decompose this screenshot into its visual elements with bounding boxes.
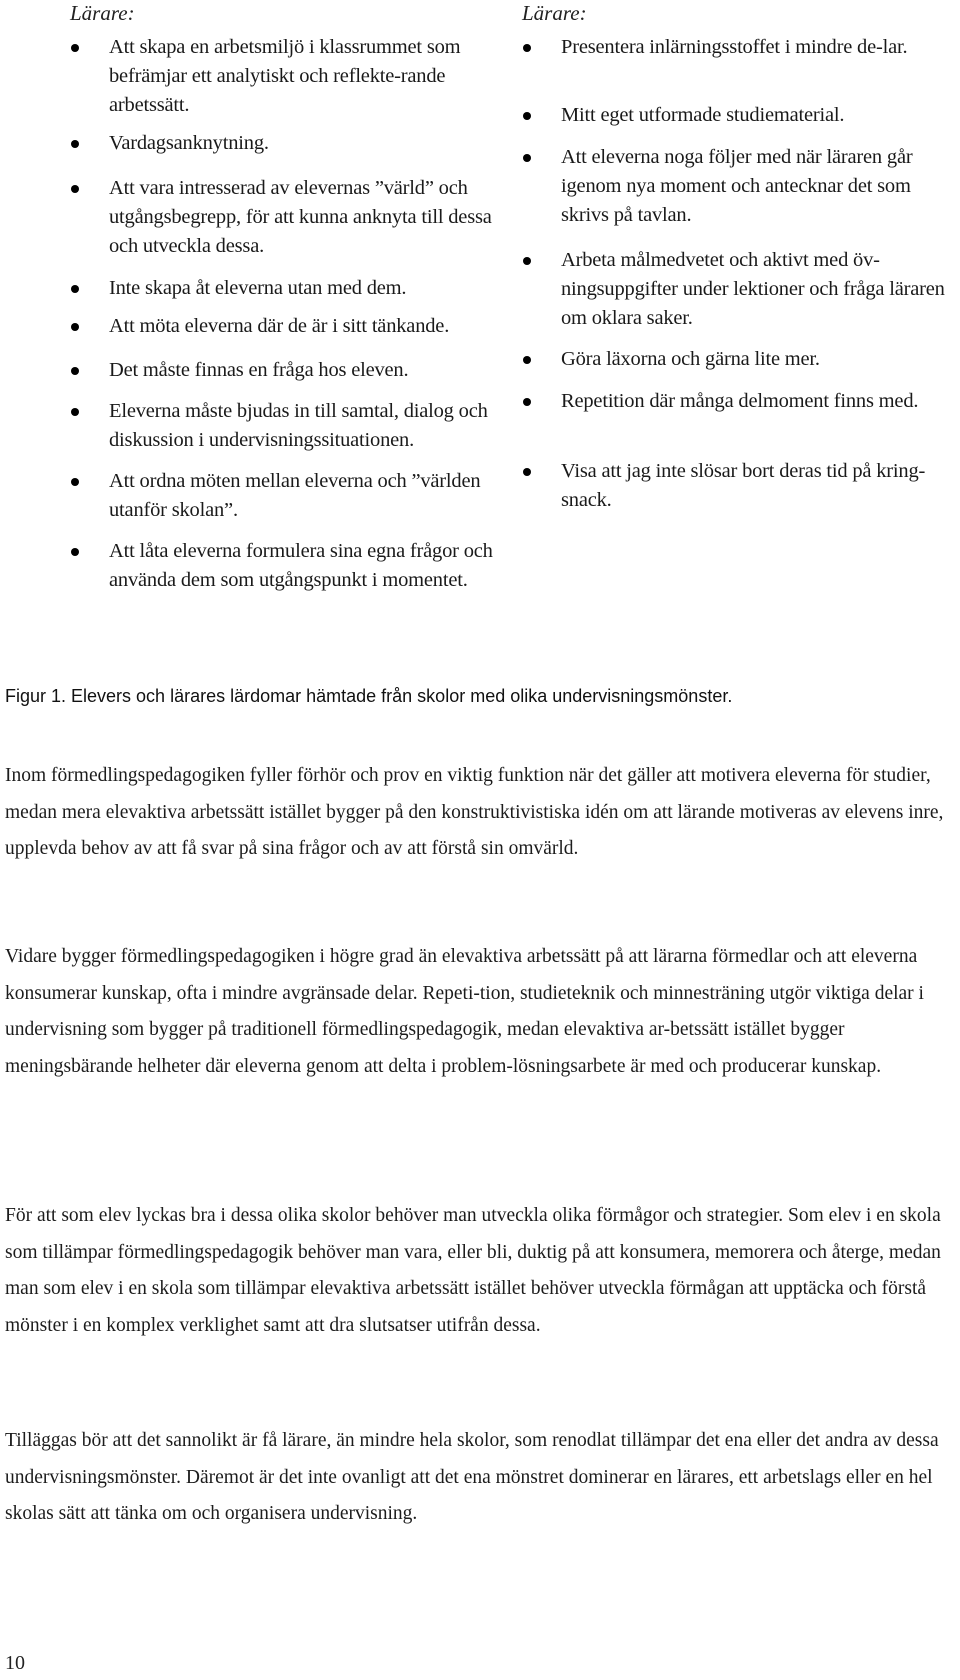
bullet-icon [523,468,531,476]
list-item: Att låta eleverna formulera sina egna frågor och använda dem som utgångspunkt i momentet. [70,537,520,595]
list-item: Presentera inlärningsstoffet i mindre de-lar. [522,33,952,62]
bullet-icon [523,154,531,162]
bullet-icon [523,356,531,364]
body-paragraph: Inom förmedlingspedagogiken fyller förhör och prov en viktig funktion när det gäller att motivera eleverna för studier, medan mera elevaktiva arbetssätt istället bygger på den konstruktivistiska idén om att lärande motiveras av elevens inre, upplevda behov av att få svar på sina frågor och av att förstå sin omvärld. [5,765,944,859]
list-item: Att skapa en arbetsmiljö i klassrummet som befrämjar ett analytiskt och reflekte-rande arbetssätt. [70,33,520,120]
bullet-icon [71,185,79,193]
figure-caption: Figur 1. Elevers och lärares lärdomar hämtade från skolor med olika undervisningsmönster. [5,686,733,706]
bullet-icon [71,323,79,331]
right-column-label: Lärare: [522,1,587,25]
body-paragraph: Vidare bygger förmedlingspedagogiken i högre grad än elevaktiva arbetssätt på att lärarna förmedlar och att eleverna konsumerar kunskap, ofta i mindre avgränsade delar. Repeti-tion, studieteknik och minnesträning utgör viktiga delar i undervisning som bygger på traditionell förmedlingspedagogik, medan elevaktiva ar-betssätt istället bygger meningsbärande helheter där eleverna genom att delta i problem-lösningsarbete är med och producerar kunskap. [5,946,924,1077]
list-item: Att eleverna noga följer med när läraren går igenom nya moment och antecknar det som skrivs på tavlan. [522,143,952,230]
bullet-icon [71,548,79,556]
body-paragraph: För att som elev lyckas bra i dessa olika skolor behöver man utveckla olika förmågor och strategier. Som elev i en skola som tillämpar förmedlingspedagogik behöver man vara, eller bli, duktig på att konsumera, memorera och återge, medan man som elev i en skola som tillämpar elevaktiva arbetssätt istället behöver utveckla förmågan att upptäcka och förstå mönster i en komplex verklighet samt att dra slutsatser utifrån dessa. [5,1205,941,1336]
list-item: Arbeta målmedvetet och aktivt med öv-ningsuppgifter under lektioner och fråga läraren om oklara saker. [522,246,952,333]
bullet-icon [71,367,79,375]
figure-left-column [70,0,520,591]
list-item: Det måste finnas en fråga hos eleven. [70,356,520,385]
bullet-icon [71,285,79,293]
list-item: Eleverna måste bjudas in till samtal, dialog och diskussion i undervisningssituationen. [70,397,520,455]
body-paragraph: Tilläggas bör att det sannolikt är få lärare, än mindre hela skolor, som renodlat tillämpar det ena eller det andra av dessa undervisningsmönster. Däremot är det inte ovanligt att det ena mönstret dominerar en lärares, ett arbetslags eller en hel skolas sätt att tänka om och organisera undervisning. [5,1430,939,1524]
list-item: Visa att jag inte slösar bort deras tid på kring-snack. [522,457,952,515]
list-item: Att vara intresserad av elevernas ”värld” och utgångsbegrepp, för att kunna anknyta till dessa och utveckla dessa. [70,174,520,261]
figure [0,0,960,640]
page-number: 10 [5,1652,25,1674]
bullet-icon [523,112,531,120]
bullet-icon [523,44,531,52]
figure-right-column [522,0,952,511]
bullet-icon [71,44,79,52]
bullet-icon [523,257,531,265]
list-item: Göra läxorna och gärna lite mer. [522,345,952,374]
list-item: Inte skapa åt eleverna utan med dem. [70,274,520,303]
left-column-label: Lärare: [70,1,135,25]
list-item: Vardagsanknytning. [70,129,520,158]
bullet-icon [523,398,531,406]
list-item: Att möta eleverna där de är i sitt tänkande. [70,312,520,341]
bullet-icon [71,478,79,486]
bullet-icon [71,408,79,416]
list-item: Repetition där många delmoment finns med. [522,387,952,416]
list-item: Mitt eget utformade studiematerial. [522,101,952,130]
bullet-icon [71,140,79,148]
list-item: Att ordna möten mellan eleverna och ”världen utanför skolan”. [70,467,520,525]
